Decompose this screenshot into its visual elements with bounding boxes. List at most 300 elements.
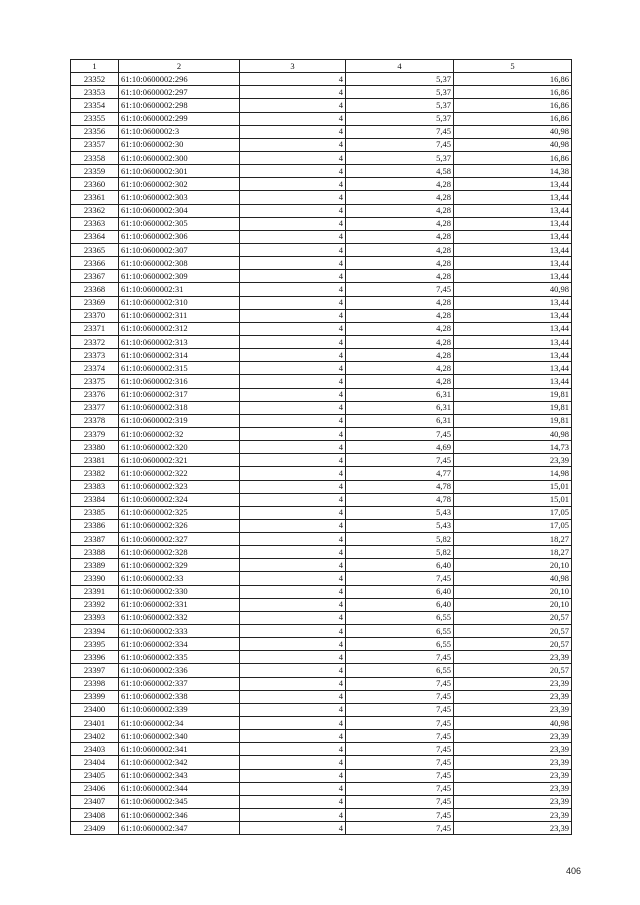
column-5-cell: 23,39: [454, 809, 572, 822]
table-row: [71, 309, 572, 322]
table-row: [71, 664, 572, 677]
column-5-cell: 14,38: [454, 165, 572, 178]
column-3-cell: 4: [240, 230, 346, 243]
table-row: [71, 414, 572, 427]
column-3-cell: 4: [240, 125, 346, 138]
page-number: 406: [566, 866, 582, 876]
column-3-cell: 4: [240, 322, 346, 335]
column-5-cell: 16,86: [454, 99, 572, 112]
row-number-cell: 23378: [71, 414, 119, 427]
column-5-cell: 20,57: [454, 638, 572, 651]
cadastral-number-cell: 61:10:0600002:306: [119, 230, 240, 243]
table-row: [71, 703, 572, 716]
cadastral-number-cell: 61:10:0600002:325: [119, 506, 240, 519]
table-row: [71, 322, 572, 335]
column-3-cell: 4: [240, 283, 346, 296]
row-number-cell: 23352: [71, 73, 119, 86]
table-row: [71, 401, 572, 414]
column-4-cell: 4,28: [346, 296, 454, 309]
cadastral-number-cell: 61:10:0600002:331: [119, 598, 240, 611]
column-4-cell: 4,28: [346, 270, 454, 283]
row-number-cell: 23407: [71, 795, 119, 808]
cadastral-number-cell: 61:10:0600002:296: [119, 73, 240, 86]
row-number-cell: 23377: [71, 401, 119, 414]
column-5-cell: 13,44: [454, 243, 572, 256]
table-row: [71, 441, 572, 454]
column-3-cell: 4: [240, 756, 346, 769]
column-4-cell: 7,45: [346, 138, 454, 151]
cadastral-number-cell: 61:10:0600002:322: [119, 467, 240, 480]
column-4-cell: 7,45: [346, 795, 454, 808]
column-5-cell: 13,44: [454, 270, 572, 283]
column-4-cell: 4,69: [346, 441, 454, 454]
cadastral-number-cell: 61:10:0600002:337: [119, 677, 240, 690]
column-4-cell: 4,28: [346, 204, 454, 217]
column-3-cell: 4: [240, 769, 346, 782]
table-row: [71, 283, 572, 296]
table-row: [71, 638, 572, 651]
table-row: [71, 270, 572, 283]
row-number-cell: 23362: [71, 204, 119, 217]
column-5-cell: 16,86: [454, 73, 572, 86]
column-3-cell: 4: [240, 506, 346, 519]
table-row: [71, 86, 572, 99]
column-4-cell: 7,45: [346, 717, 454, 730]
column-4-cell: 7,45: [346, 782, 454, 795]
row-number-cell: 23397: [71, 664, 119, 677]
column-5-cell: 23,39: [454, 822, 572, 835]
column-5-cell: 23,39: [454, 690, 572, 703]
column-5-cell: 13,44: [454, 309, 572, 322]
column-4-cell: 7,45: [346, 427, 454, 440]
column-4-cell: 7,45: [346, 809, 454, 822]
table-row: [71, 217, 572, 230]
table-row: [71, 243, 572, 256]
table-row: [71, 625, 572, 638]
column-3-cell: 4: [240, 559, 346, 572]
column-4-cell: 5,37: [346, 99, 454, 112]
table-row: [71, 730, 572, 743]
column-5-cell: 13,44: [454, 349, 572, 362]
column-3-cell: 4: [240, 730, 346, 743]
table-row: [71, 782, 572, 795]
column-5-cell: 13,44: [454, 257, 572, 270]
column-header-5: 5: [454, 60, 572, 73]
row-number-cell: 23398: [71, 677, 119, 690]
table-row: [71, 546, 572, 559]
column-4-cell: 4,78: [346, 480, 454, 493]
row-number-cell: 23379: [71, 427, 119, 440]
column-5-cell: 23,39: [454, 782, 572, 795]
column-3-cell: 4: [240, 362, 346, 375]
cadastral-number-cell: 61:10:0600002:305: [119, 217, 240, 230]
column-3-cell: 4: [240, 533, 346, 546]
table-row: [71, 572, 572, 585]
column-5-cell: 40,98: [454, 572, 572, 585]
column-4-cell: 7,45: [346, 730, 454, 743]
table-row: [71, 112, 572, 125]
column-4-cell: 7,45: [346, 769, 454, 782]
table-row: [71, 795, 572, 808]
cadastral-number-cell: 61:10:0600002:345: [119, 795, 240, 808]
column-4-cell: 5,82: [346, 533, 454, 546]
column-3-cell: 4: [240, 546, 346, 559]
column-3-cell: 4: [240, 585, 346, 598]
column-4-cell: 4,28: [346, 230, 454, 243]
table-row: [71, 467, 572, 480]
column-5-cell: 19,81: [454, 388, 572, 401]
table-row: [71, 611, 572, 624]
cadastral-number-cell: 61:10:0600002:339: [119, 703, 240, 716]
column-5-cell: 16,86: [454, 86, 572, 99]
cadastral-number-cell: 61:10:0600002:319: [119, 414, 240, 427]
cadastral-number-cell: 61:10:0600002:340: [119, 730, 240, 743]
row-number-cell: 23370: [71, 309, 119, 322]
column-3-cell: 4: [240, 638, 346, 651]
cadastral-number-cell: 61:10:0600002:327: [119, 533, 240, 546]
column-3-cell: 4: [240, 217, 346, 230]
column-3-cell: 4: [240, 454, 346, 467]
table-row: [71, 349, 572, 362]
cadastral-number-cell: 61:10:0600002:321: [119, 454, 240, 467]
column-5-cell: 40,98: [454, 138, 572, 151]
column-4-cell: 7,45: [346, 822, 454, 835]
cadastral-number-cell: 61:10:0600002:304: [119, 204, 240, 217]
column-3-cell: 4: [240, 493, 346, 506]
cadastral-number-cell: 61:10:0600002:308: [119, 257, 240, 270]
row-number-cell: 23373: [71, 349, 119, 362]
column-5-cell: 19,81: [454, 401, 572, 414]
cadastral-number-cell: 61:10:0600002:335: [119, 651, 240, 664]
table-row: [71, 651, 572, 664]
column-3-cell: 4: [240, 138, 346, 151]
column-4-cell: 4,28: [346, 375, 454, 388]
row-number-cell: 23390: [71, 572, 119, 585]
cadastral-number-cell: 61:10:0600002:318: [119, 401, 240, 414]
cadastral-number-cell: 61:10:0600002:311: [119, 309, 240, 322]
table-row: [71, 335, 572, 348]
column-3-cell: 4: [240, 703, 346, 716]
row-number-cell: 23408: [71, 809, 119, 822]
column-5-cell: 23,39: [454, 730, 572, 743]
column-3-cell: 4: [240, 257, 346, 270]
row-number-cell: 23403: [71, 743, 119, 756]
table-row: [71, 151, 572, 164]
column-4-cell: 6,55: [346, 611, 454, 624]
cadastral-number-cell: 61:10:0600002:300: [119, 151, 240, 164]
column-5-cell: 23,39: [454, 769, 572, 782]
cadastral-number-cell: 61:10:0600002:302: [119, 178, 240, 191]
cadastral-number-cell: 61:10:0600002:313: [119, 335, 240, 348]
column-4-cell: 7,45: [346, 125, 454, 138]
column-5-cell: 20,57: [454, 664, 572, 677]
column-4-cell: 5,37: [346, 73, 454, 86]
column-5-cell: 23,39: [454, 756, 572, 769]
column-4-cell: 5,43: [346, 506, 454, 519]
column-4-cell: 6,31: [346, 414, 454, 427]
column-3-cell: 4: [240, 651, 346, 664]
column-3-cell: 4: [240, 270, 346, 283]
column-4-cell: 6,55: [346, 625, 454, 638]
cadastral-number-cell: 61:10:0600002:3: [119, 125, 240, 138]
column-5-cell: 13,44: [454, 296, 572, 309]
table-row: [71, 809, 572, 822]
column-5-cell: 13,44: [454, 375, 572, 388]
column-4-cell: 7,45: [346, 703, 454, 716]
table-row: [71, 493, 572, 506]
column-5-cell: 15,01: [454, 493, 572, 506]
column-4-cell: 6,55: [346, 638, 454, 651]
table-row: [71, 230, 572, 243]
cadastral-number-cell: 61:10:0600002:344: [119, 782, 240, 795]
row-number-cell: 23389: [71, 559, 119, 572]
table-row: [71, 296, 572, 309]
table-row: [71, 769, 572, 782]
cadastral-number-cell: 61:10:0600002:334: [119, 638, 240, 651]
column-4-cell: 4,28: [346, 362, 454, 375]
column-4-cell: 5,43: [346, 519, 454, 532]
table-row: [71, 362, 572, 375]
table-row: [71, 822, 572, 835]
row-number-cell: 23394: [71, 625, 119, 638]
column-5-cell: 13,44: [454, 217, 572, 230]
column-5-cell: 18,27: [454, 533, 572, 546]
data-table: [70, 59, 572, 835]
cadastral-number-cell: 61:10:0600002:301: [119, 165, 240, 178]
cadastral-number-cell: 61:10:0600002:31: [119, 283, 240, 296]
column-3-cell: 4: [240, 743, 346, 756]
cadastral-number-cell: 61:10:0600002:332: [119, 611, 240, 624]
table-row: [71, 427, 572, 440]
row-number-cell: 23353: [71, 86, 119, 99]
table-row: [71, 690, 572, 703]
table-row: [71, 165, 572, 178]
column-4-cell: 6,55: [346, 664, 454, 677]
table-row: [71, 519, 572, 532]
cadastral-number-cell: 61:10:0600002:298: [119, 99, 240, 112]
row-number-cell: 23384: [71, 493, 119, 506]
column-5-cell: 19,81: [454, 414, 572, 427]
column-5-cell: 13,44: [454, 335, 572, 348]
table-row: [71, 743, 572, 756]
row-number-cell: 23366: [71, 257, 119, 270]
column-3-cell: 4: [240, 414, 346, 427]
column-5-cell: 14,73: [454, 441, 572, 454]
cadastral-number-cell: 61:10:0600002:299: [119, 112, 240, 125]
cadastral-number-cell: 61:10:0600002:329: [119, 559, 240, 572]
column-3-cell: 4: [240, 204, 346, 217]
table-row: [71, 480, 572, 493]
column-4-cell: 4,77: [346, 467, 454, 480]
column-5-cell: 13,44: [454, 191, 572, 204]
column-3-cell: 4: [240, 664, 346, 677]
cadastral-number-cell: 61:10:0600002:297: [119, 86, 240, 99]
column-3-cell: 4: [240, 309, 346, 322]
row-number-cell: 23369: [71, 296, 119, 309]
cadastral-number-cell: 61:10:0600002:312: [119, 322, 240, 335]
table-row: [71, 598, 572, 611]
column-5-cell: 13,44: [454, 204, 572, 217]
column-header-3: 3: [240, 60, 346, 73]
column-4-cell: 7,45: [346, 677, 454, 690]
row-number-cell: 23356: [71, 125, 119, 138]
column-4-cell: 6,40: [346, 598, 454, 611]
table-row: [71, 717, 572, 730]
cadastral-number-cell: 61:10:0600002:314: [119, 349, 240, 362]
column-5-cell: 13,44: [454, 322, 572, 335]
table-row: [71, 138, 572, 151]
table-row: [71, 454, 572, 467]
cadastral-number-cell: 61:10:0600002:316: [119, 375, 240, 388]
column-3-cell: 4: [240, 296, 346, 309]
row-number-cell: 23409: [71, 822, 119, 835]
column-4-cell: 5,37: [346, 112, 454, 125]
row-number-cell: 23385: [71, 506, 119, 519]
column-3-cell: 4: [240, 677, 346, 690]
column-4-cell: 7,45: [346, 454, 454, 467]
column-5-cell: 13,44: [454, 178, 572, 191]
row-number-cell: 23392: [71, 598, 119, 611]
row-number-cell: 23386: [71, 519, 119, 532]
column-5-cell: 13,44: [454, 230, 572, 243]
column-5-cell: 20,10: [454, 559, 572, 572]
column-4-cell: 4,28: [346, 178, 454, 191]
column-5-cell: 20,57: [454, 611, 572, 624]
table-row: [71, 585, 572, 598]
table-row: [71, 178, 572, 191]
column-4-cell: 6,40: [346, 585, 454, 598]
cadastral-number-cell: 61:10:0600002:33: [119, 572, 240, 585]
column-3-cell: 4: [240, 598, 346, 611]
column-4-cell: 4,28: [346, 335, 454, 348]
table-row: [71, 677, 572, 690]
cadastral-number-cell: 61:10:0600002:317: [119, 388, 240, 401]
row-number-cell: 23368: [71, 283, 119, 296]
column-header-4: 4: [346, 60, 454, 73]
column-3-cell: 4: [240, 690, 346, 703]
column-4-cell: 4,28: [346, 322, 454, 335]
row-number-cell: 23396: [71, 651, 119, 664]
row-number-cell: 23388: [71, 546, 119, 559]
cadastral-number-cell: 61:10:0600002:323: [119, 480, 240, 493]
column-3-cell: 4: [240, 625, 346, 638]
row-number-cell: 23359: [71, 165, 119, 178]
column-5-cell: 23,39: [454, 743, 572, 756]
row-number-cell: 23380: [71, 441, 119, 454]
column-3-cell: 4: [240, 480, 346, 493]
column-5-cell: 16,86: [454, 151, 572, 164]
column-3-cell: 4: [240, 822, 346, 835]
table-row: [71, 257, 572, 270]
row-number-cell: 23405: [71, 769, 119, 782]
column-5-cell: 23,39: [454, 677, 572, 690]
column-3-cell: 4: [240, 782, 346, 795]
column-5-cell: 15,01: [454, 480, 572, 493]
cadastral-number-cell: 61:10:0600002:336: [119, 664, 240, 677]
column-5-cell: 14,98: [454, 467, 572, 480]
column-4-cell: 4,28: [346, 349, 454, 362]
column-4-cell: 5,37: [346, 86, 454, 99]
table-row: [71, 559, 572, 572]
column-3-cell: 4: [240, 349, 346, 362]
column-3-cell: 4: [240, 401, 346, 414]
column-5-cell: 23,39: [454, 651, 572, 664]
table-body: [71, 73, 572, 835]
cadastral-number-cell: 61:10:0600002:330: [119, 585, 240, 598]
column-4-cell: 4,28: [346, 309, 454, 322]
column-3-cell: 4: [240, 151, 346, 164]
cadastral-number-cell: 61:10:0600002:320: [119, 441, 240, 454]
row-number-cell: 23391: [71, 585, 119, 598]
cadastral-number-cell: 61:10:0600002:307: [119, 243, 240, 256]
column-4-cell: 4,28: [346, 191, 454, 204]
column-3-cell: 4: [240, 611, 346, 624]
column-4-cell: 7,45: [346, 690, 454, 703]
cadastral-number-cell: 61:10:0600002:30: [119, 138, 240, 151]
row-number-cell: 23399: [71, 690, 119, 703]
column-3-cell: 4: [240, 717, 346, 730]
row-number-cell: 23361: [71, 191, 119, 204]
column-4-cell: 4,28: [346, 217, 454, 230]
cadastral-number-cell: 61:10:0600002:328: [119, 546, 240, 559]
column-5-cell: 23,39: [454, 454, 572, 467]
table-row: [71, 125, 572, 138]
row-number-cell: 23365: [71, 243, 119, 256]
column-5-cell: 20,57: [454, 625, 572, 638]
column-3-cell: 4: [240, 335, 346, 348]
column-4-cell: 7,45: [346, 283, 454, 296]
row-number-cell: 23404: [71, 756, 119, 769]
row-number-cell: 23357: [71, 138, 119, 151]
cadastral-number-cell: 61:10:0600002:310: [119, 296, 240, 309]
row-number-cell: 23387: [71, 533, 119, 546]
column-3-cell: 4: [240, 243, 346, 256]
column-4-cell: 4,28: [346, 243, 454, 256]
header-row: [71, 60, 572, 73]
column-4-cell: 7,45: [346, 572, 454, 585]
cadastral-number-cell: 61:10:0600002:309: [119, 270, 240, 283]
table-row: [71, 388, 572, 401]
table-row: [71, 756, 572, 769]
column-5-cell: 17,05: [454, 506, 572, 519]
row-number-cell: 23364: [71, 230, 119, 243]
table-header: [71, 60, 572, 73]
cadastral-number-cell: 61:10:0600002:342: [119, 756, 240, 769]
row-number-cell: 23363: [71, 217, 119, 230]
row-number-cell: 23358: [71, 151, 119, 164]
row-number-cell: 23355: [71, 112, 119, 125]
column-5-cell: 13,44: [454, 362, 572, 375]
row-number-cell: 23382: [71, 467, 119, 480]
column-5-cell: 16,86: [454, 112, 572, 125]
column-3-cell: 4: [240, 73, 346, 86]
cadastral-number-cell: 61:10:0600002:32: [119, 427, 240, 440]
table-row: [71, 73, 572, 86]
row-number-cell: 23374: [71, 362, 119, 375]
cadastral-number-cell: 61:10:0600002:326: [119, 519, 240, 532]
column-3-cell: 4: [240, 165, 346, 178]
row-number-cell: 23375: [71, 375, 119, 388]
cadastral-number-cell: 61:10:0600002:343: [119, 769, 240, 782]
row-number-cell: 23393: [71, 611, 119, 624]
row-number-cell: 23371: [71, 322, 119, 335]
row-number-cell: 23376: [71, 388, 119, 401]
row-number-cell: 23383: [71, 480, 119, 493]
column-4-cell: 4,58: [346, 165, 454, 178]
column-5-cell: 18,27: [454, 546, 572, 559]
column-3-cell: 4: [240, 178, 346, 191]
column-4-cell: 6,31: [346, 401, 454, 414]
